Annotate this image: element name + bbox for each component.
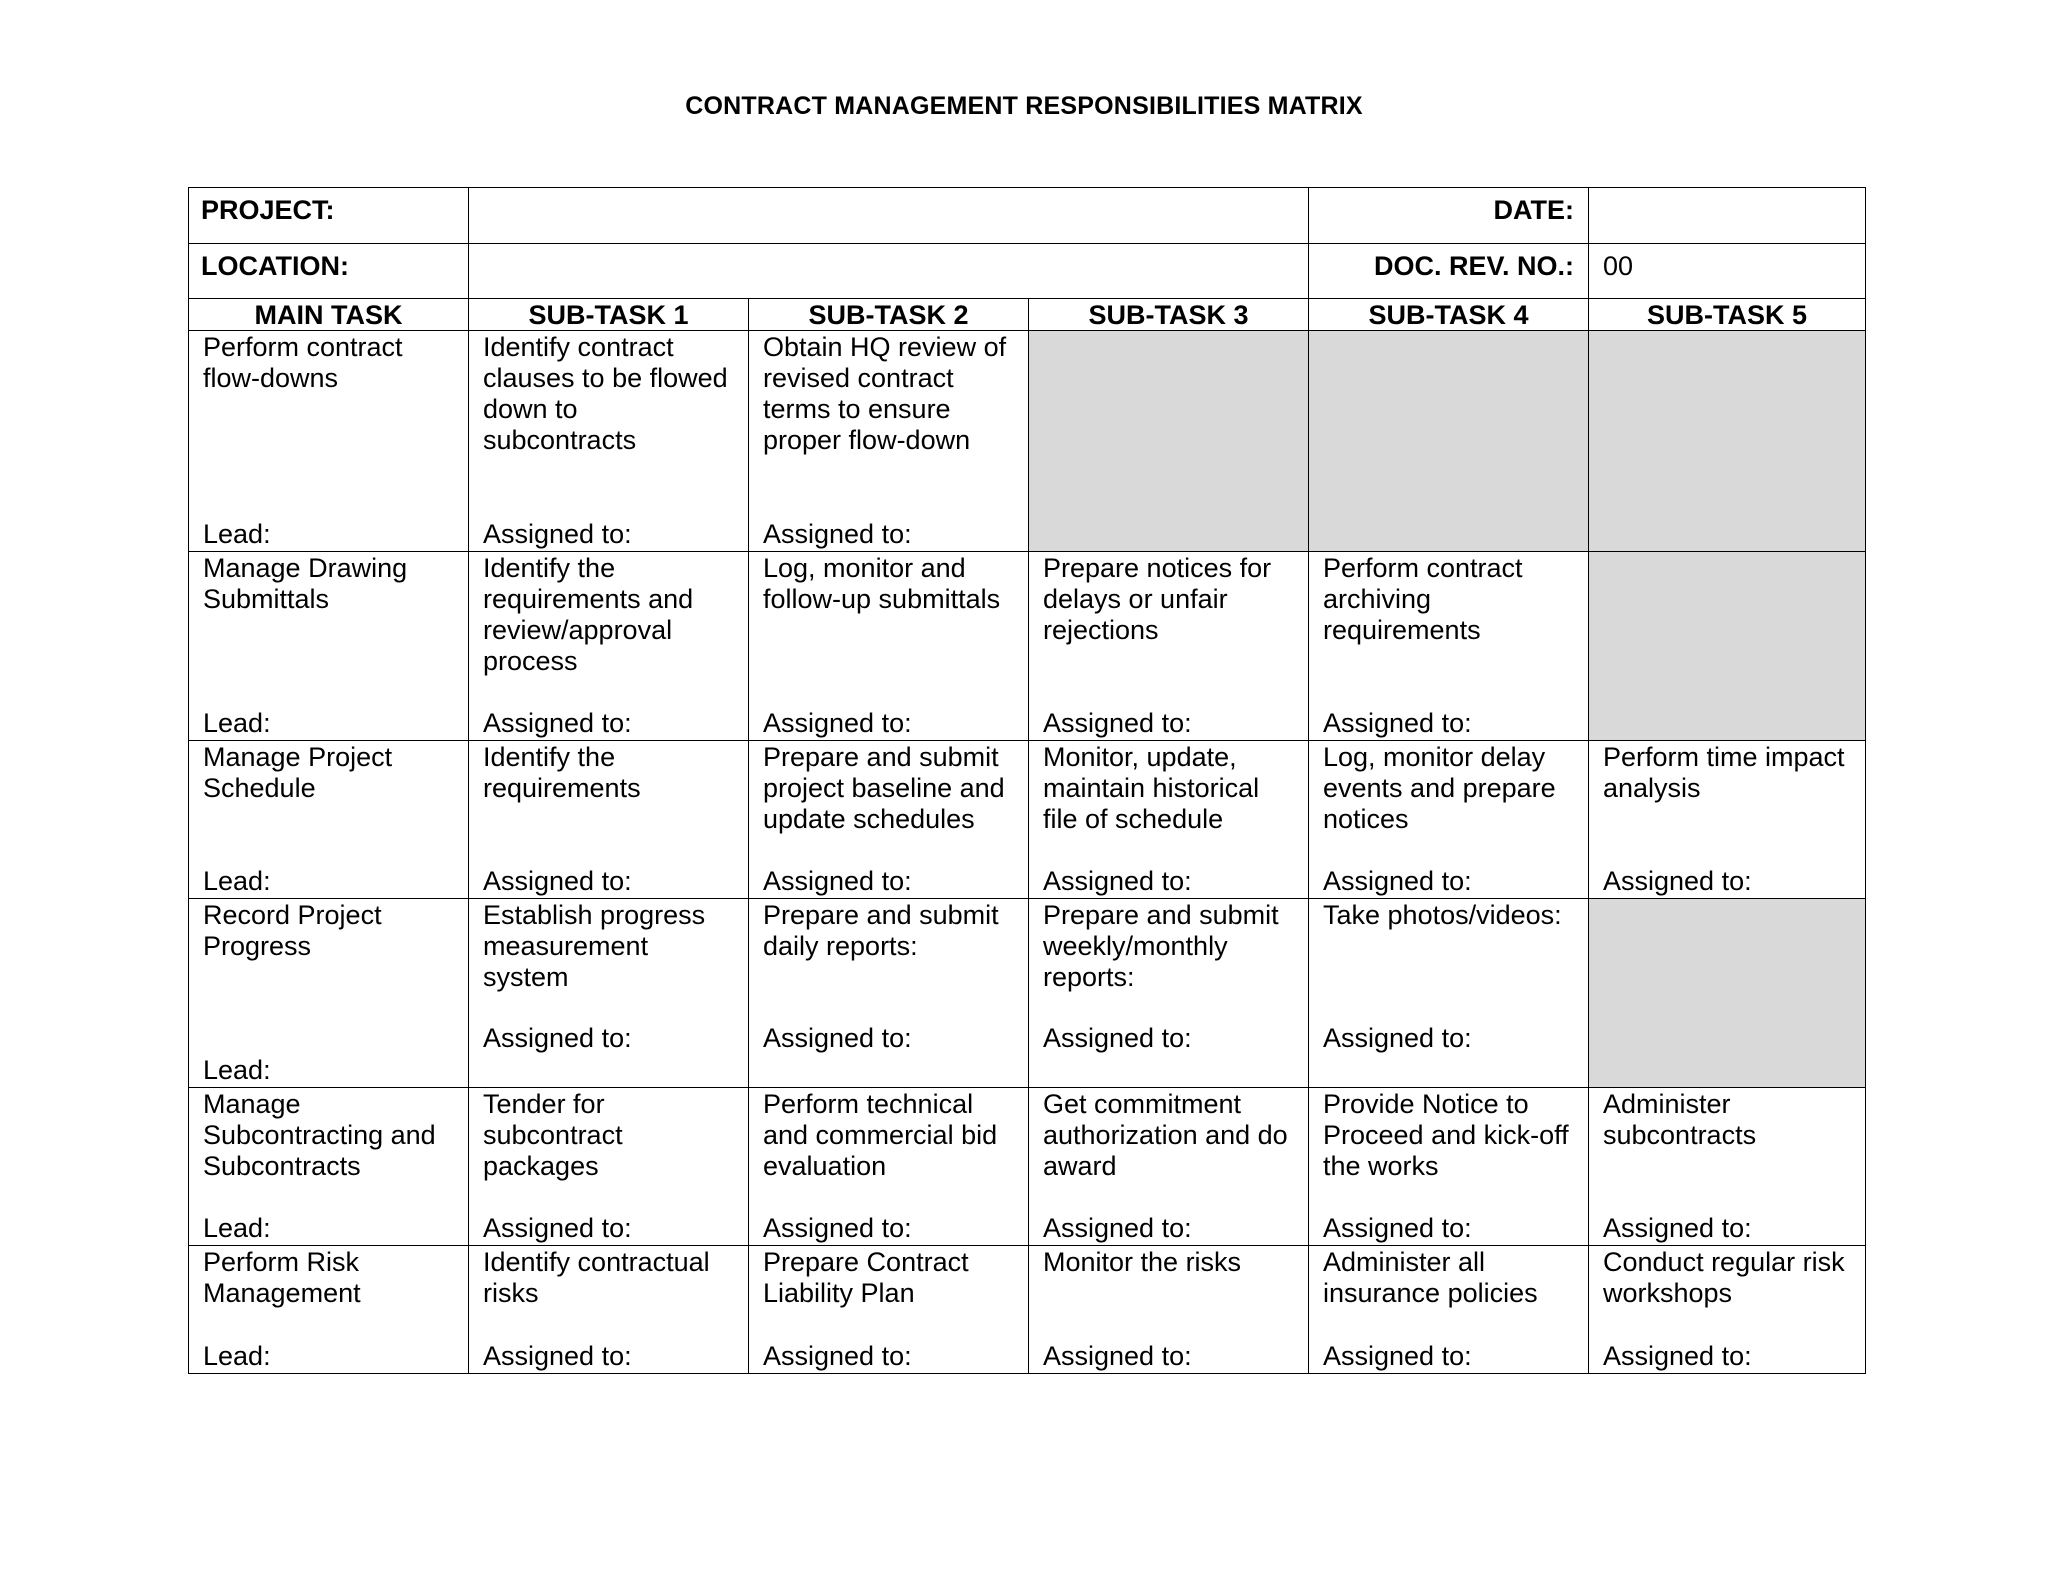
main-task-cell <box>189 899 469 1088</box>
assigned-to-label[interactable]: Assigned to: <box>763 866 912 896</box>
assigned-to-label[interactable]: Assigned to: <box>1603 1213 1752 1243</box>
sub-task-text: Perform technical and commercial bid evaluation <box>763 1089 998 1181</box>
assigned-to-label[interactable]: Assigned to: <box>763 1023 912 1053</box>
assigned-to-label[interactable]: Assigned to: <box>1323 1341 1472 1371</box>
lead-label[interactable]: Lead: <box>203 1341 271 1371</box>
sub-task-cell <box>469 1088 749 1246</box>
sub-task-cell <box>749 899 1029 1088</box>
sub-task-cell <box>469 552 749 741</box>
assigned-to-label[interactable]: Assigned to: <box>763 519 912 549</box>
task-row <box>189 552 1866 741</box>
column-header: SUB-TASK 2 <box>749 299 1029 331</box>
sub-task-cell <box>1309 1088 1589 1246</box>
sub-task-cell <box>749 741 1029 899</box>
assigned-to-label[interactable]: Assigned to: <box>1043 1213 1192 1243</box>
task-row <box>189 1246 1866 1374</box>
assigned-to-label[interactable]: Assigned to: <box>483 1341 632 1371</box>
responsibilities-matrix <box>188 187 1866 1374</box>
column-header: SUB-TASK 1 <box>469 299 749 331</box>
task-row <box>189 899 1866 1088</box>
sub-task-text: Prepare and submit project baseline and update schedules <box>763 742 1005 834</box>
doc-rev-field[interactable]: 00 <box>1589 244 1866 299</box>
main-task-cell <box>189 1088 469 1246</box>
main-task-cell <box>189 331 469 552</box>
document-title: CONTRACT MANAGEMENT RESPONSIBILITIES MATRIX <box>685 92 1363 120</box>
column-header: SUB-TASK 5 <box>1589 299 1866 331</box>
assigned-to-label[interactable]: Assigned to: <box>1323 1023 1472 1053</box>
sub-task-cell <box>1589 741 1866 899</box>
assigned-to-label[interactable]: Assigned to: <box>483 866 632 896</box>
project-label: PROJECT: <box>189 188 469 244</box>
sub-task-text: Log, monitor delay events and prepare notices <box>1323 742 1556 834</box>
sub-task-text: Perform time impact analysis <box>1603 742 1845 803</box>
sub-task-cell <box>1309 899 1589 1088</box>
sub-task-text: Provide Notice to Proceed and kick-off the works <box>1323 1089 1569 1181</box>
sub-task-text: Tender for subcontract packages <box>483 1089 623 1181</box>
shaded-empty-cell <box>1589 331 1866 552</box>
main-task-text: Record Project Progress <box>203 900 382 961</box>
sub-task-text: Monitor, update, maintain historical file of schedule <box>1043 742 1260 834</box>
sub-task-cell <box>1029 741 1309 899</box>
location-label: LOCATION: <box>189 244 469 299</box>
sub-task-text: Prepare and submit weekly/monthly reports: <box>1043 900 1279 992</box>
sub-task-text: Administer subcontracts <box>1603 1089 1757 1150</box>
task-row <box>189 741 1866 899</box>
lead-label[interactable]: Lead: <box>203 1213 271 1243</box>
shaded-empty-cell <box>1029 331 1309 552</box>
task-row <box>189 1088 1866 1246</box>
sub-task-cell <box>1029 552 1309 741</box>
main-task-cell <box>189 741 469 899</box>
assigned-to-label[interactable]: Assigned to: <box>763 1213 912 1243</box>
assigned-to-label[interactable]: Assigned to: <box>1603 866 1752 896</box>
assigned-to-label[interactable]: Assigned to: <box>1323 866 1472 896</box>
sub-task-cell <box>1589 1088 1866 1246</box>
sub-task-text: Establish progress measurement system <box>483 900 706 992</box>
assigned-to-label[interactable]: Assigned to: <box>1603 1341 1752 1371</box>
assigned-to-label[interactable]: Assigned to: <box>763 1341 912 1371</box>
main-task-text: Manage Drawing Submittals <box>203 553 408 614</box>
sub-task-cell <box>1309 741 1589 899</box>
main-task-text: Manage Subcontracting and Subcontracts <box>203 1089 436 1181</box>
assigned-to-label[interactable]: Assigned to: <box>1323 1213 1472 1243</box>
shaded-empty-cell <box>1309 331 1589 552</box>
sub-task-text: Log, monitor and follow-up submittals <box>763 553 1001 614</box>
assigned-to-label[interactable]: Assigned to: <box>763 708 912 738</box>
project-field[interactable] <box>469 188 1309 244</box>
sub-task-text: Administer all insurance policies <box>1323 1247 1538 1308</box>
sub-task-cell <box>749 1088 1029 1246</box>
assigned-to-label[interactable]: Assigned to: <box>1043 866 1192 896</box>
lead-label[interactable]: Lead: <box>203 1055 271 1085</box>
matrix-body <box>189 331 1866 1374</box>
column-header-row <box>189 299 1866 331</box>
sub-task-text: Identify contract clauses to be flowed down to subcontracts <box>483 332 728 455</box>
column-header: SUB-TASK 3 <box>1029 299 1309 331</box>
assigned-to-label[interactable]: Assigned to: <box>483 1023 632 1053</box>
sub-task-text: Prepare and submit daily reports: <box>763 900 999 961</box>
main-task-text: Perform contract flow-downs <box>203 332 403 393</box>
assigned-to-label[interactable]: Assigned to: <box>1043 708 1192 738</box>
lead-label[interactable]: Lead: <box>203 866 271 896</box>
sub-task-text: Obtain HQ review of revised contract terms to ensure proper flow-down <box>763 332 1007 455</box>
sub-task-cell <box>469 899 749 1088</box>
sub-task-text: Prepare notices for delays or unfair rejections <box>1043 553 1272 645</box>
sub-task-cell <box>1589 1246 1866 1374</box>
main-task-text: Perform Risk Management <box>203 1247 361 1308</box>
sub-task-cell <box>469 331 749 552</box>
lead-label[interactable]: Lead: <box>203 708 271 738</box>
column-header: SUB-TASK 4 <box>1309 299 1589 331</box>
sub-task-text: Identify the requirements and review/approval process <box>483 553 694 676</box>
sub-task-cell <box>749 552 1029 741</box>
sub-task-cell <box>1309 552 1589 741</box>
sub-task-text: Identify contractual risks <box>483 1247 710 1308</box>
sub-task-cell <box>749 331 1029 552</box>
date-label: DATE: <box>1309 188 1589 244</box>
assigned-to-label[interactable]: Assigned to: <box>483 708 632 738</box>
sub-task-cell <box>469 741 749 899</box>
sub-task-cell <box>469 1246 749 1374</box>
sub-task-text: Perform contract archiving requirements <box>1323 553 1523 645</box>
shaded-empty-cell <box>1589 899 1866 1088</box>
sub-task-text: Get commitment authorization and do award <box>1043 1089 1288 1181</box>
main-task-text: Manage Project Schedule <box>203 742 393 803</box>
doc-rev-label: DOC. REV. NO.: <box>1309 244 1589 299</box>
sub-task-cell <box>1029 1088 1309 1246</box>
lead-label[interactable]: Lead: <box>203 519 271 549</box>
sub-task-cell <box>1029 899 1309 1088</box>
date-field[interactable] <box>1589 188 1866 244</box>
sub-task-cell <box>749 1246 1029 1374</box>
main-task-cell <box>189 552 469 741</box>
assigned-to-label[interactable]: Assigned to: <box>1043 1023 1192 1053</box>
assigned-to-label[interactable]: Assigned to: <box>483 519 632 549</box>
task-row <box>189 331 1866 552</box>
sub-task-text: Conduct regular risk workshops <box>1603 1247 1845 1308</box>
location-field[interactable] <box>469 244 1309 299</box>
main-task-cell <box>189 1246 469 1374</box>
column-header: MAIN TASK <box>189 299 469 331</box>
assigned-to-label[interactable]: Assigned to: <box>1043 1341 1192 1371</box>
sub-task-cell <box>1309 1246 1589 1374</box>
sub-task-cell <box>1029 1246 1309 1374</box>
location-row <box>189 244 1866 299</box>
sub-task-text: Identify the requirements <box>483 742 641 803</box>
project-row <box>189 188 1866 244</box>
assigned-to-label[interactable]: Assigned to: <box>483 1213 632 1243</box>
sub-task-text: Take photos/videos: <box>1323 900 1562 930</box>
sub-task-text: Monitor the risks <box>1043 1247 1242 1277</box>
assigned-to-label[interactable]: Assigned to: <box>1323 708 1472 738</box>
shaded-empty-cell <box>1589 552 1866 741</box>
sub-task-text: Prepare Contract Liability Plan <box>763 1247 969 1308</box>
